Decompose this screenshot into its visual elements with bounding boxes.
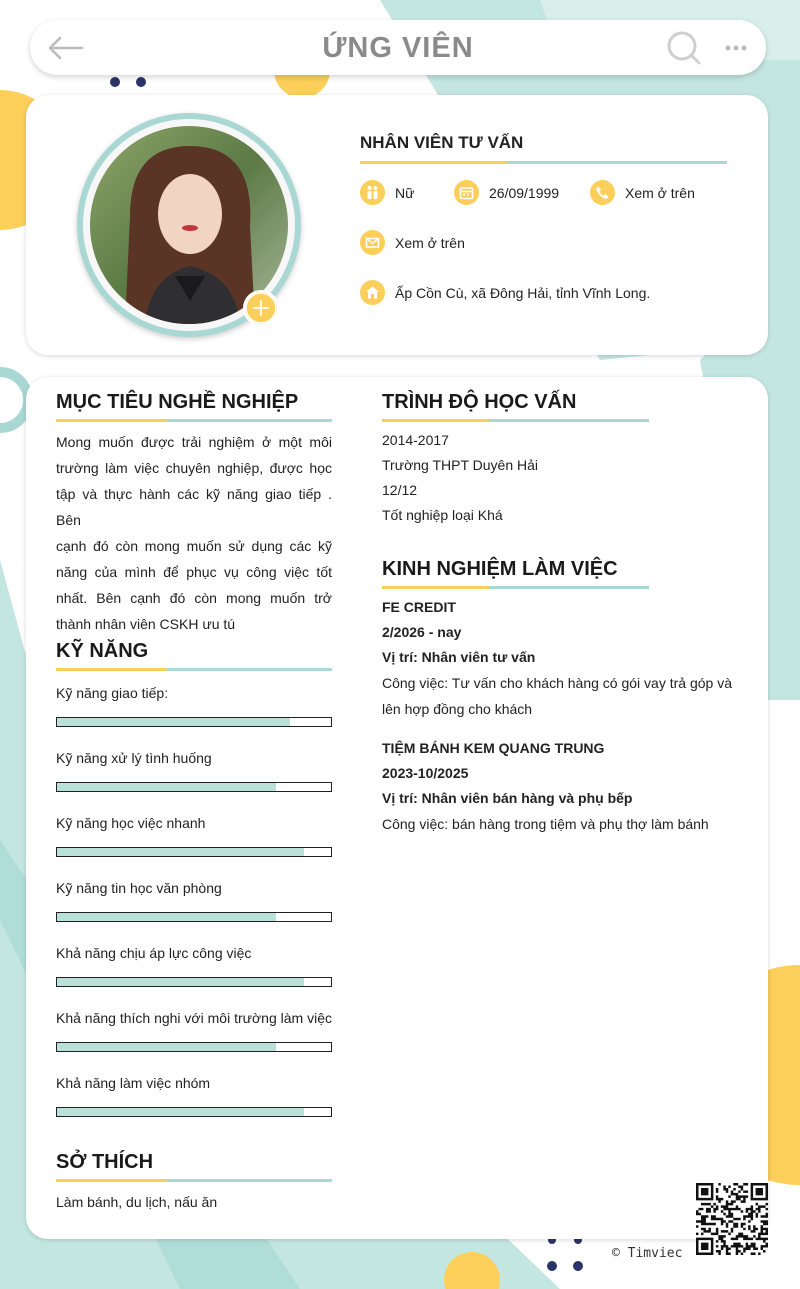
skill-level-fill <box>57 978 304 986</box>
skill-level-bar <box>56 847 332 857</box>
objective-line: thành nhân viên CSKH ưu tú <box>56 616 236 632</box>
dob-info <box>454 180 559 205</box>
objective-line: nhất. Bên cạnh đó còn mong muốn trở <box>56 590 332 606</box>
objective-line: Mong muốn được trải nghiệm ở một môi <box>56 434 332 450</box>
skill-level-bar <box>56 782 332 792</box>
company-name: TIỆM BÁNH KEM QUANG TRUNG <box>382 740 605 756</box>
experience-underline <box>382 586 649 589</box>
copyright-text: © Timviec <box>612 1246 683 1261</box>
objective-line: trường làm việc chuyên nghiệp, được học <box>56 460 332 476</box>
education-title: TRÌNH ĐỘ HỌC VẤN <box>382 391 577 413</box>
mail-icon <box>360 230 385 255</box>
hobbies-text: Làm bánh, du lịch, nấu ăn <box>56 1194 218 1210</box>
qr-code-icon <box>696 1183 768 1255</box>
experience-job-1 <box>382 595 742 722</box>
education-underline <box>382 419 649 422</box>
main-card <box>26 377 768 1239</box>
hobbies-title: SỞ THÍCH <box>56 1151 154 1173</box>
education-result: Tốt nghiệp loại Khá <box>382 507 503 523</box>
skill-level-fill <box>57 783 276 791</box>
hobbies-underline <box>56 1179 332 1182</box>
objective-text <box>56 429 332 637</box>
job-period: 2023-10/2025 <box>382 765 469 781</box>
job-description <box>382 670 742 722</box>
skill-label: Khả năng thích nghi với môi trường làm việc <box>56 1010 332 1026</box>
search-icon[interactable] <box>666 30 702 66</box>
education-period: 2014-2017 <box>382 432 449 448</box>
skill-level-bar <box>56 977 332 987</box>
job-title-underline <box>360 161 727 164</box>
skill-label: Khả năng chịu áp lực công việc <box>56 945 252 961</box>
skill-level-bar <box>56 1042 332 1052</box>
skill-level-bar <box>56 717 332 727</box>
profile-card <box>26 95 768 355</box>
gender-value: Nữ <box>395 184 415 201</box>
skill-level-bar <box>56 912 332 922</box>
gender-icon <box>360 180 385 205</box>
job-description <box>382 811 742 837</box>
email-value: Xem ở trên <box>395 234 465 251</box>
company-name: FE CREDIT <box>382 599 456 615</box>
job-description-line: lên hợp đồng cho khách <box>382 701 533 717</box>
objective-underline <box>56 419 332 422</box>
phone-value: Xem ở trên <box>625 184 695 201</box>
job-description-line: Công việc: Tư vấn cho khách hàng có gói vay trả góp và <box>382 675 732 691</box>
more-options-icon[interactable] <box>724 38 748 58</box>
skill-label: Kỹ năng giao tiếp: <box>56 685 169 701</box>
job-period: 2/2026 - nay <box>382 624 462 640</box>
skill-level-fill <box>57 848 304 856</box>
education-school: Trường THPT Duyên Hải <box>382 457 539 473</box>
skills-title: KỸ NĂNG <box>56 640 149 662</box>
job-description-line: Công việc: bán hàng trong tiệm và phụ thợ làm bánh <box>382 816 709 832</box>
header-bar <box>30 20 766 75</box>
skill-level-fill <box>57 1043 276 1051</box>
phone-icon <box>590 180 615 205</box>
email-info <box>360 230 465 255</box>
objective-line: cạnh đó còn mong muốn sử dụng các kỹ <box>56 538 332 554</box>
home-icon <box>360 280 385 305</box>
skill-label: Kỹ năng xử lý tình huống <box>56 750 212 766</box>
dob-value: 26/09/1999 <box>489 184 560 201</box>
experience-title: KINH NGHIỆM LÀM VIỆC <box>382 558 618 580</box>
skill-label: Khả năng làm việc nhóm <box>56 1075 211 1091</box>
skill-level-bar <box>56 1107 332 1117</box>
education-text <box>382 428 538 528</box>
job-position: Vị trí: Nhân viên tư vấn <box>382 649 536 665</box>
skill-level-fill <box>57 913 276 921</box>
skill-label: Kỹ năng tin học văn phòng <box>56 880 222 896</box>
objective-line: tập và thực hành các kỹ năng giao tiếp . Bên <box>56 486 332 528</box>
phone-info <box>590 180 695 205</box>
calendar-icon <box>454 180 479 205</box>
experience-job-2 <box>382 736 742 837</box>
skills-underline <box>56 668 332 671</box>
objective-title: MỤC TIÊU NGHỀ NGHIỆP <box>56 391 299 413</box>
address-info <box>360 280 650 305</box>
skill-level-fill <box>57 718 290 726</box>
job-title: NHÂN VIÊN TƯ VẤN <box>360 133 524 152</box>
skill-level-fill <box>57 1108 304 1116</box>
job-position: Vị trí: Nhân viên bán hàng và phụ bếp <box>382 790 633 806</box>
skill-label: Kỹ năng học việc nhanh <box>56 815 206 831</box>
objective-line: năng của mình để phục vụ công việc tốt <box>56 564 332 580</box>
page-title: ỨNG VIÊN <box>322 32 474 64</box>
gender-info <box>360 180 414 205</box>
add-photo-icon[interactable] <box>243 290 279 326</box>
education-grade: 12/12 <box>382 482 418 498</box>
address-value: Ấp Cồn Cù, xã Đông Hải, tỉnh Vĩnh Long. <box>395 284 651 301</box>
